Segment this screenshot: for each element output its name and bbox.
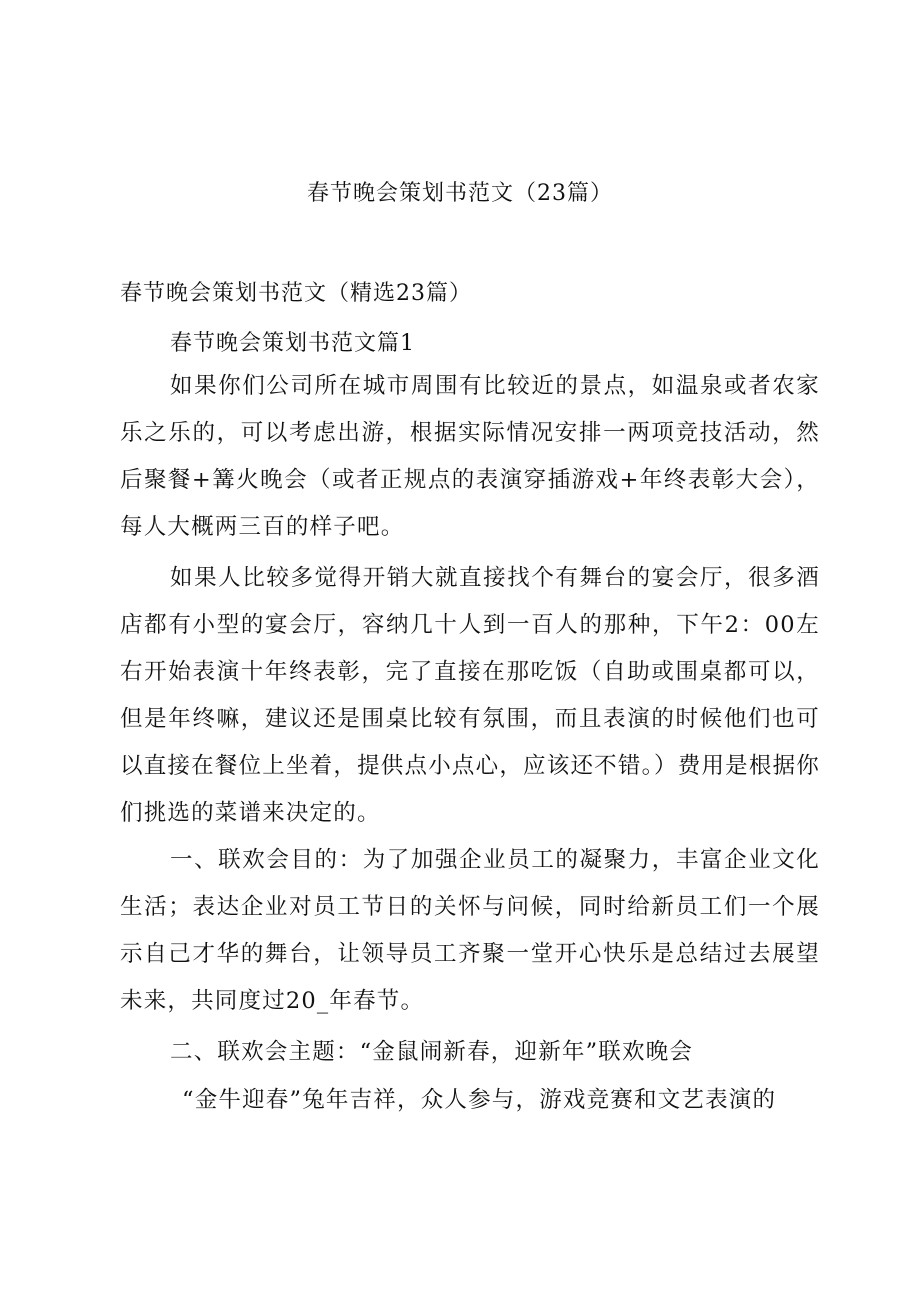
paragraph-2: 如果人比较多觉得开销大就直接找个有舞台的宴会厅，很多酒店都有小型的宴会厅，容纳几十人到一百人的那种，下午2：00左右开始表演十年终表彰，完了直接在那吃饭（自助或围桌都可以，但是年终嘛，建议还是围桌比较有氛围，而且表演的时候他们也可以直接在餐位上坐着，提供点小点心，应该还不错。）费用是根据你们挑选的菜谱来决定的。 [120,565,820,826]
document-subtitle: 春节晚会策划书范文（精选23篇） [120,281,472,306]
paragraph-5: “金牛迎春”兔年吉祥，众人参与，游戏竞赛和文艺表演的 [182,1087,777,1113]
paragraph-4: 二、联欢会主题：“金鼠闹新春，迎新年”联欢晚会 [170,1039,694,1065]
document-title: 春节晚会策划书范文（23篇） [307,181,613,206]
section-heading: 春节晚会策划书范文篇1 [170,331,415,356]
paragraph-3: 一、联欢会目的：为了加强企业员工的凝聚力，丰富企业文化生活；表达企业对员工节日的关怀与问候，同时给新员工们一个展示自己才华的舞台，让领导员工齐聚一堂开心快乐是总结过去展望未来，共同度过20_年春节。 [120,847,820,1014]
paragraph-1: 如果你们公司所在城市周围有比较近的景点，如温泉或者农家乐之乐的，可以考虑出游，根据实际情况安排一两项竞技活动，然后聚餐+篝火晚会（或者正规点的表演穿插游戏+年终表彰大会），每人大概两三百的样子吧。 [120,373,820,540]
